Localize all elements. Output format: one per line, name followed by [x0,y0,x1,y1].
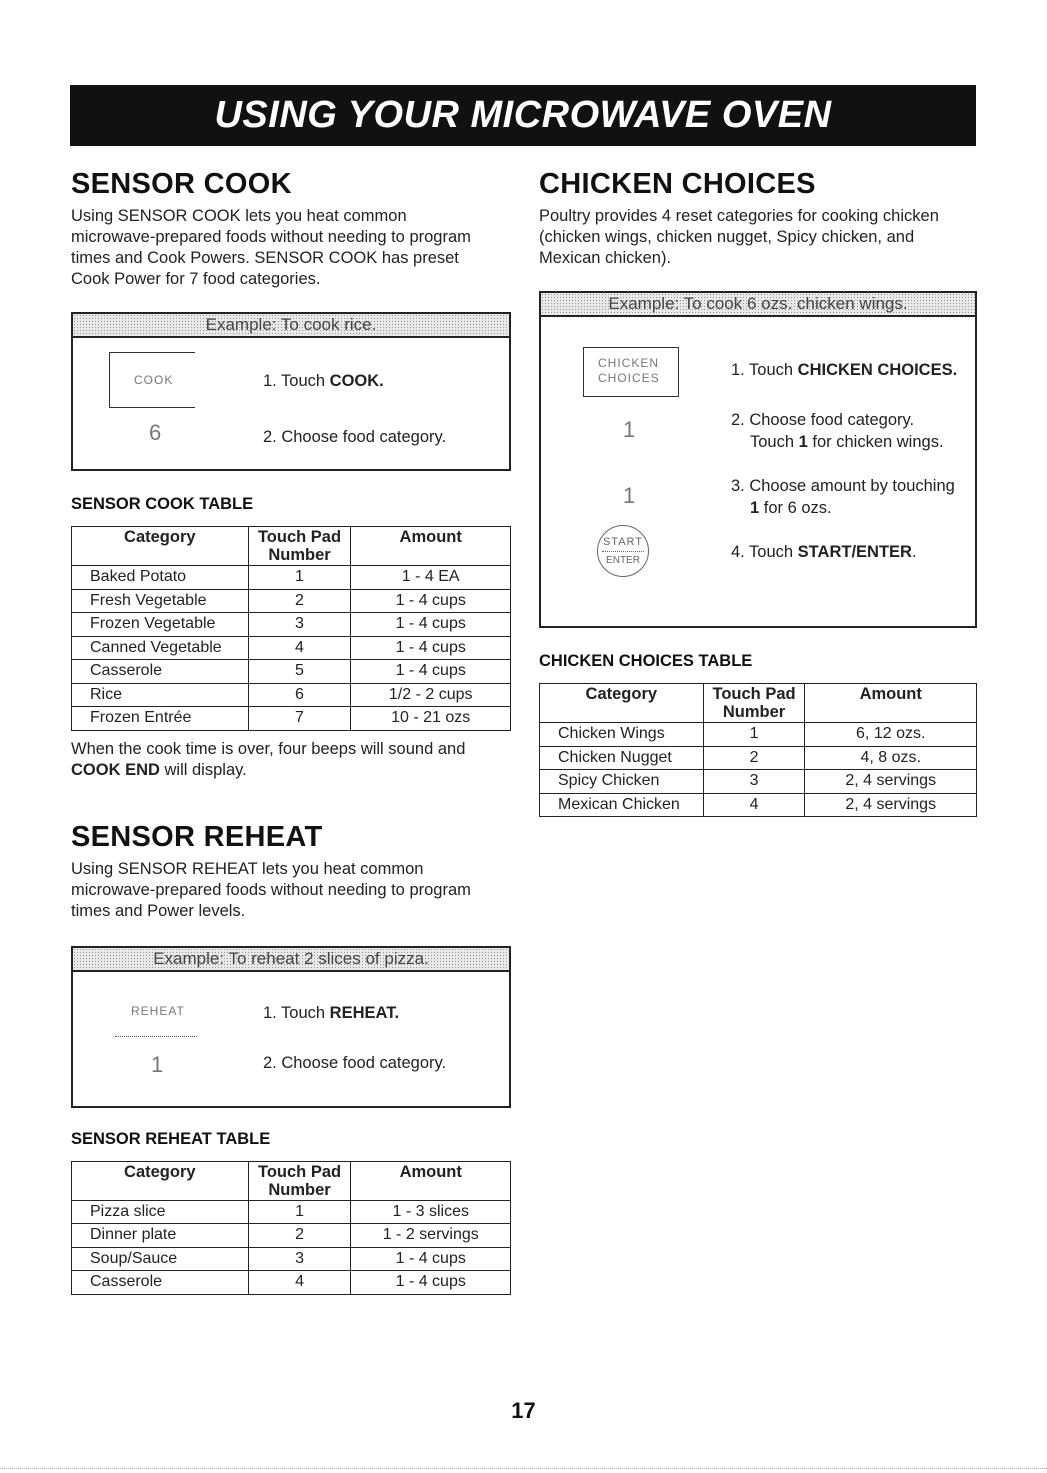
reheat-key-label: REHEAT [131,1003,185,1018]
step-2: 2. Choose food category. Touch 1 for chicken wings. [731,411,944,451]
table-row: Dinner plate 2 1 - 2 servings [72,1224,511,1248]
sensor-cook-footnote: When the cook time is over, four beeps will sound and COOK END will display. [71,739,466,779]
cook-key-label: COOK [134,373,174,387]
chicken-choices-key: CHICKEN CHOICES [583,347,679,397]
sensor-reheat-example [71,946,511,1108]
chicken-choices-example [539,291,977,628]
table-row: Canned Vegetable 4 1 - 4 cups [72,636,511,660]
number-key: 6 [149,420,162,445]
start-enter-key: START ENTER [597,525,649,577]
header-category: Category [72,1161,249,1200]
chicken-choices-intro: Poultry provides 4 reset categories for cooking chicken (chicken wings, chicken nugget, Spicy chicken, and Mexican chicken). [539,207,939,267]
number-key: 1 [623,483,636,508]
right-column [539,168,979,817]
sensor-reheat-intro: Using SENSOR REHEAT lets you heat common microwave-prepared foods without needing to program times and Power levels. [71,859,471,920]
sensor-cook-intro: Using SENSOR COOK lets you heat common microwave-prepared foods without needing to program times and Cook Powers. SENSOR COOK has preset Cook Power for 7 food categories. [71,207,471,288]
chicken-choices-title: CHICKEN CHOICES [539,168,816,200]
table-row: Rice 6 1/2 - 2 cups [72,683,511,707]
table-row: Chicken Nugget 2 4, 8 ozs. [540,746,977,770]
table-row: Casserole 5 1 - 4 cups [72,660,511,684]
sensor-reheat-title: SENSOR REHEAT [71,820,323,853]
left-column [71,168,511,1295]
number-key: 1 [151,1051,164,1077]
sensor-cook-table-title: SENSOR COOK TABLE [71,495,254,513]
step-2: 2. Choose food category. [263,1053,447,1072]
sensor-cook-title: SENSOR COOK [71,168,292,200]
step-2: 2. Choose food category. [263,428,447,446]
example-heading: Example: To cook rice. [73,314,509,338]
step-1: 1. Touch REHEAT. [263,1003,400,1022]
header-touch-pad: Touch Pad Number [248,1161,351,1200]
table-row: Casserole 4 1 - 4 cups [72,1271,511,1295]
table-row: Soup/Sauce 3 1 - 4 cups [72,1247,511,1271]
sensor-cook-table [71,526,511,731]
reheat-key-line [115,1036,197,1037]
header-touch-pad: Touch Pad Number [248,527,351,566]
step-4: 4. Touch START/ENTER. [731,543,917,561]
example-heading: Example: To cook 6 ozs. chicken wings. [541,293,975,317]
table-row: Baked Potato 1 1 - 4 EA [72,566,511,590]
header-amount: Amount [805,684,977,723]
step-3: 3. Choose amount by touching 1 for 6 ozs. [731,477,955,517]
table-row: Fresh Vegetable 2 1 - 4 cups [72,589,511,613]
table-row: Chicken Wings 1 6, 12 ozs. [540,723,977,747]
chicken-choices-table [539,683,977,817]
cook-key [109,352,195,408]
table-row: Mexican Chicken 4 2, 4 servings [540,793,977,817]
page-banner: USING YOUR MICROWAVE OVEN [70,85,976,146]
example-heading: Example: To reheat 2 slices of pizza. [73,948,509,972]
step-1: 1. Touch COOK. [263,372,384,390]
sensor-reheat-table [71,1161,511,1295]
sensor-reheat-table-title: SENSOR REHEAT TABLE [71,1129,271,1148]
header-category: Category [72,527,249,566]
table-row: Frozen Vegetable 3 1 - 4 cups [72,613,511,637]
table-row: Frozen Entrée 7 10 - 21 ozs [72,707,511,731]
page-number: 17 [511,1398,536,1423]
header-amount: Amount [351,1161,511,1200]
number-key: 1 [623,417,636,442]
step-1: 1. Touch CHICKEN CHOICES. [731,361,958,379]
table-row: Spicy Chicken 3 2, 4 servings [540,770,977,794]
page-bottom-rule [0,1468,1047,1469]
header-category: Category [540,684,704,723]
sensor-cook-example [71,312,511,471]
header-touch-pad: Touch Pad Number [703,684,805,723]
table-row: Pizza slice 1 1 - 3 slices [72,1200,511,1224]
chicken-choices-table-title: CHICKEN CHOICES TABLE [539,652,753,670]
header-amount: Amount [351,527,511,566]
